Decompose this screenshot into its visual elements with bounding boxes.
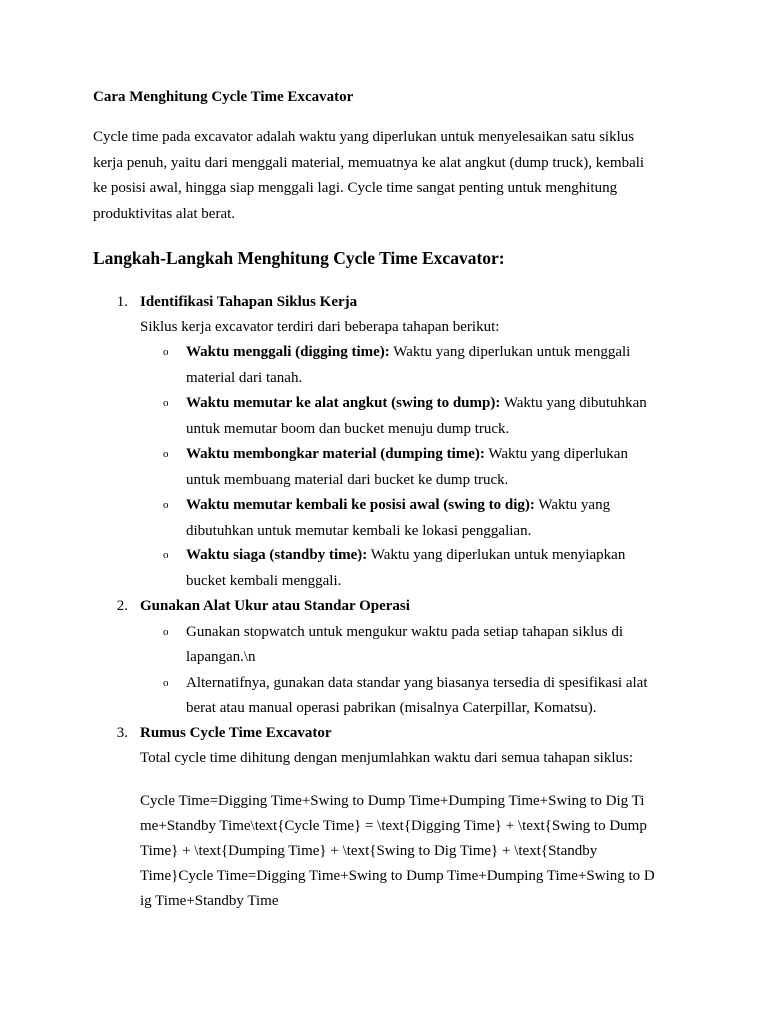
step-description: Total cycle time dihitung dengan menjumlahkan waktu dari semua tahapan siklus: <box>140 750 633 766</box>
bullet-icon: o <box>163 626 169 638</box>
bullet-icon: o <box>163 346 169 358</box>
step-number: 3. <box>116 725 128 741</box>
list-item-continuation: material dari tanah. <box>186 370 303 386</box>
bullet-icon: o <box>163 677 169 689</box>
formula-line: Time}Cycle Time=Digging Time+Swing to Dump Time+Dumping Time+Swing to D <box>140 868 655 884</box>
list-item-term: Waktu memutar ke alat angkut (swing to dump): <box>186 395 501 411</box>
list-item-text <box>186 543 625 569</box>
list-item-continuation: berat atau manual operasi pabrikan (misalnya Caterpillar, Komatsu). <box>186 700 597 716</box>
intro-paragraph <box>93 125 693 227</box>
list-item-continuation: untuk memutar boom dan bucket menuju dump truck. <box>186 421 510 437</box>
step-number: 1. <box>116 294 128 310</box>
intro-line: produktivitas alat berat. <box>93 205 236 222</box>
formula-line: me+Standby Time\text{Cycle Time} = \text{Digging Time} + \text{Swing to Dump <box>140 818 647 834</box>
step-title: Gunakan Alat Ukur atau Standar Operasi <box>140 598 410 614</box>
list-item-continuation: dibutuhkan untuk memutar kembali ke lokasi penggalian. <box>186 523 532 539</box>
intro-line: ke posisi awal, hingga siap menggali lagi. Cycle time sangat penting untuk menghitung <box>93 180 618 196</box>
document-title: Cara Menghitung Cycle Time Excavator <box>93 89 354 105</box>
intro-line: Cycle time pada excavator adalah waktu yang diperlukan untuk menyelesaikan satu siklus <box>93 129 635 145</box>
list-item-text: Alternatifnya, gunakan data standar yang biasanya tersedia di spesifikasi alat <box>186 675 648 691</box>
list-item-term: Waktu siaga (standby time): <box>186 547 368 563</box>
intro-line: kerja penuh, yaitu dari menggali material, memuatnya ke alat angkut (dump truck), kembali <box>93 154 645 171</box>
list-item-desc: Waktu yang diperlukan untuk menyiapkan <box>367 547 626 563</box>
formula-line: ig Time+Standby Time <box>140 893 279 909</box>
formula-line: Time} + \text{Dumping Time} + \text{Swing to Dig Time} + \text{Standby <box>140 843 598 859</box>
step-number: 2. <box>116 598 128 614</box>
list-item-continuation: bucket kembali menggali. <box>186 573 342 589</box>
formula-line: Cycle Time=Digging Time+Swing to Dump Time+Dumping Time+Swing to Dig Ti <box>140 793 645 809</box>
step-title: Identifikasi Tahapan Siklus Kerja <box>140 294 358 310</box>
bullet-icon: o <box>163 448 169 460</box>
list-item-term: Waktu membongkar material (dumping time): <box>186 446 485 462</box>
list-item-continuation: lapangan.\n <box>186 649 256 665</box>
list-item-desc: Waktu yang dibutuhkan <box>500 395 647 411</box>
list-item-desc: Waktu yang <box>534 497 611 513</box>
list-item-desc: Waktu yang diperlukan <box>484 446 628 462</box>
list-item-continuation: untuk membuang material dari bucket ke dump truck. <box>186 472 509 488</box>
list-item-term: Waktu menggali (digging time): <box>186 344 390 360</box>
list-item-text <box>186 391 647 417</box>
bullet-icon: o <box>163 499 169 511</box>
list-item-text <box>186 340 630 366</box>
bullet-icon: o <box>163 397 169 409</box>
step-title: Rumus Cycle Time Excavator <box>140 725 332 741</box>
step-description: Siklus kerja excavator terdiri dari beberapa tahapan berikut: <box>140 319 500 335</box>
list-item-text <box>186 493 610 519</box>
bullet-icon: o <box>163 549 169 561</box>
list-item-desc: Waktu yang diperlukan untuk menggali <box>389 344 631 360</box>
list-item-text: Gunakan stopwatch untuk mengukur waktu pada setiap tahapan siklus di <box>186 624 623 640</box>
list-item-text <box>186 442 628 468</box>
list-item-term: Waktu memutar kembali ke posisi awal (swing to dig): <box>186 497 535 513</box>
section-heading: Langkah-Langkah Menghitung Cycle Time Excavator: <box>93 248 505 268</box>
